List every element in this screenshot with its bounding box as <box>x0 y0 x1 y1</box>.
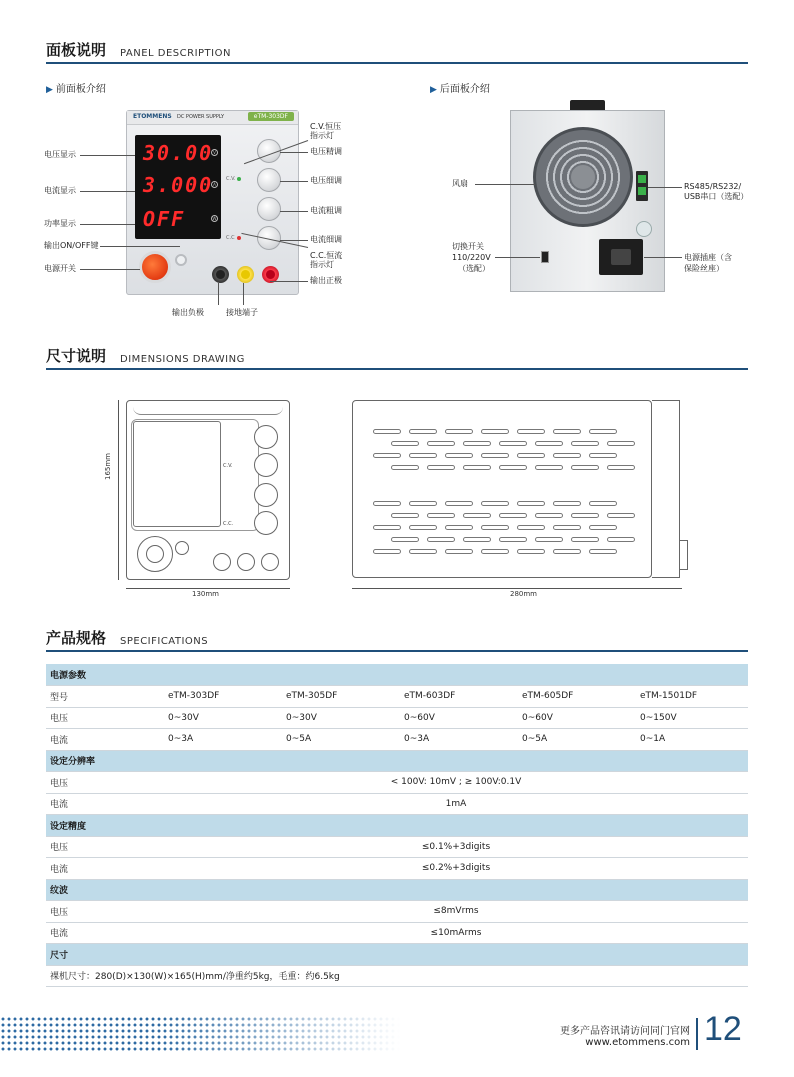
label-fan: 风扇 <box>452 179 468 188</box>
drawing-knob <box>254 425 278 449</box>
label-out-pos: 输出正极 <box>310 276 342 285</box>
vent-slot <box>553 525 581 530</box>
vent-slot <box>391 537 419 542</box>
spec-group-header <box>46 664 748 686</box>
front-panel-heading: ▶ 前面板介绍 <box>46 84 106 95</box>
drawing-output-button <box>175 541 189 555</box>
vent-slot <box>607 441 635 446</box>
drawing-terminal <box>237 553 255 571</box>
leader-line <box>80 155 135 156</box>
serial-port <box>636 171 648 201</box>
current-coarse-knob[interactable] <box>257 197 281 221</box>
footer-url[interactable]: www.etommens.com <box>585 1037 690 1048</box>
vent-slot <box>427 465 455 470</box>
vent-slot <box>373 501 401 506</box>
vent-slot <box>445 453 473 458</box>
spec-value: eTM-1501DF <box>636 686 748 708</box>
spec-label: 型号 <box>46 686 164 708</box>
spec-value: 0~1A <box>636 729 748 751</box>
drawing-terminal <box>261 553 279 571</box>
back-panel-image <box>510 110 665 292</box>
label-current-display: 电流显示 <box>44 186 76 195</box>
triangle-icon: ▶ <box>430 85 437 95</box>
leader-line <box>218 283 219 305</box>
label-cc-lamp-1: C.C.恒流 <box>310 251 343 260</box>
section-subtitle: SPECIFICATIONS <box>120 636 209 647</box>
vent-slot <box>391 465 419 470</box>
vent-slot <box>427 537 455 542</box>
label-cc-lamp-2: 指示灯 <box>310 260 334 269</box>
spec-value: eTM-303DF <box>164 686 282 708</box>
vent-slot <box>589 501 617 506</box>
drawing-knob <box>254 483 278 507</box>
spec-value: 1mA <box>164 793 748 815</box>
power-socket <box>599 239 643 275</box>
vent-slot <box>607 513 635 518</box>
drawing-top-edge <box>133 401 283 415</box>
voltage-coarse-knob[interactable] <box>257 168 281 192</box>
vent-slot <box>427 441 455 446</box>
spec-label: 电压 <box>46 901 164 923</box>
label-switch-3: （选配） <box>458 264 490 273</box>
vent-slot <box>481 549 509 554</box>
footer-text: 更多产品咨讯请访问同门官网 <box>560 1026 690 1037</box>
spec-value: ≤8mVrms <box>164 901 748 923</box>
spec-value: 0~60V <box>518 707 636 729</box>
vent-slot <box>553 549 581 554</box>
label-voltage-display: 电压显示 <box>44 150 76 159</box>
vent-slot <box>373 429 401 434</box>
vent-slot <box>499 465 527 470</box>
triangle-icon: ▶ <box>46 85 53 95</box>
vent-slot <box>463 441 491 446</box>
cc-led <box>237 236 241 240</box>
spec-value: 0~3A <box>400 729 518 751</box>
leader-line <box>280 152 308 153</box>
spec-value: eTM-605DF <box>518 686 636 708</box>
label-i-coarse: 电流粗调 <box>310 206 342 215</box>
negative-terminal <box>212 266 229 283</box>
leader-line <box>100 246 180 247</box>
vent-slot <box>607 537 635 542</box>
vent-slot <box>373 549 401 554</box>
leader-line <box>243 283 244 305</box>
leader-line <box>80 269 140 270</box>
vent-slot <box>481 501 509 506</box>
spec-group-header <box>46 879 748 901</box>
vent-slot <box>589 429 617 434</box>
section-subtitle: PANEL DESCRIPTION <box>120 48 231 59</box>
vent-slot <box>445 549 473 554</box>
table-row <box>46 772 748 794</box>
label-power-display: 功率显示 <box>44 219 76 228</box>
vent-slot <box>373 525 401 530</box>
drawing-panel-frame <box>131 419 259 531</box>
label-v-coarse: 电压细调 <box>310 176 342 185</box>
table-row <box>46 729 748 751</box>
label-rs485-2: USB串口（选配） <box>684 192 749 201</box>
vent-slot <box>517 525 545 530</box>
table-row <box>46 922 748 944</box>
spec-group-title: 设定分辨率 <box>46 750 748 772</box>
vent-slot <box>463 513 491 518</box>
section-title: 面板说明 <box>46 41 107 59</box>
cv-led <box>237 177 241 181</box>
vent-slot <box>463 465 491 470</box>
spec-label: 电流 <box>46 729 164 751</box>
table-row <box>46 965 748 987</box>
vent-slot <box>607 465 635 470</box>
spec-label: 裸机尺寸：280(D)×130(W)×165(H)mm/净重约5kg，毛重：约6.5kg <box>46 965 748 987</box>
spec-group-title: 电源参数 <box>46 664 748 686</box>
section-header-panel <box>46 42 748 64</box>
fan-icon <box>533 127 633 227</box>
vent-slot <box>445 429 473 434</box>
vent-slot <box>535 465 563 470</box>
spec-value: < 100V: 10mV ; ≥ 100V:0.1V <box>164 772 748 794</box>
spec-value: eTM-603DF <box>400 686 518 708</box>
spec-value: 0~5A <box>282 729 400 751</box>
vent-slot <box>445 501 473 506</box>
model-badge: eTM-303DF <box>248 112 294 121</box>
vent-slot <box>553 501 581 506</box>
drawing-power-switch <box>137 536 173 572</box>
section-title: 尺寸说明 <box>46 347 107 365</box>
vent-slot <box>481 453 509 458</box>
output-button[interactable] <box>175 254 187 266</box>
drawing-terminal <box>213 553 231 571</box>
vent-slot <box>409 501 437 506</box>
label-socket-2: 保险丝座） <box>684 264 724 273</box>
spec-value: ≤0.1%+3digits <box>164 836 748 858</box>
vent-slot <box>535 441 563 446</box>
leader-line <box>280 240 308 241</box>
height-dimension-line <box>118 400 119 580</box>
spec-value: 0~30V <box>282 707 400 729</box>
width-dimension-line <box>126 588 290 589</box>
vent-slot <box>535 513 563 518</box>
ground-terminal <box>237 266 254 283</box>
cv-marking: C.V. <box>226 176 236 182</box>
leader-line <box>280 211 308 212</box>
vent-slot <box>553 453 581 458</box>
vent-slot <box>499 513 527 518</box>
device-top-bar <box>127 111 298 125</box>
spec-label: 电流 <box>46 858 164 880</box>
table-row <box>46 836 748 858</box>
spec-value: 0~60V <box>400 707 518 729</box>
spec-group-title: 设定精度 <box>46 815 748 837</box>
label-switch-1: 切换开关 <box>452 242 484 251</box>
spec-label: 电压 <box>46 772 164 794</box>
vent-slot <box>445 525 473 530</box>
spec-table <box>46 664 748 987</box>
volt-unit-icon: V <box>211 149 218 156</box>
front-dimension-drawing <box>126 400 290 580</box>
label-power-switch: 电源开关 <box>44 264 76 273</box>
vent-slot <box>409 525 437 530</box>
spec-group-header <box>46 944 748 966</box>
spec-value: 0~3A <box>164 729 282 751</box>
device-type-label: DC POWER SUPPLY <box>177 114 225 120</box>
vent-slot <box>409 549 437 554</box>
section-header-specs <box>46 630 748 652</box>
section-subtitle: DIMENSIONS DRAWING <box>120 354 245 365</box>
leader-line <box>648 187 682 188</box>
spec-value: eTM-305DF <box>282 686 400 708</box>
spec-value: ≤0.2%+3digits <box>164 858 748 880</box>
vent-slot <box>409 453 437 458</box>
spec-group-title: 纹波 <box>46 879 748 901</box>
spec-label: 电流 <box>46 793 164 815</box>
vent-slot <box>571 465 599 470</box>
depth-dimension-line <box>352 588 682 589</box>
spec-label: 电流 <box>46 922 164 944</box>
vent-slot <box>409 429 437 434</box>
label-output-key: 输出ON/OFF键 <box>44 241 99 250</box>
side-drawing-front-edge <box>652 400 680 578</box>
label-cv-lamp-1: C.V.恒压 <box>310 122 342 131</box>
vent-slot <box>553 429 581 434</box>
spec-label: 电压 <box>46 707 164 729</box>
power-readout: OFF <box>143 207 186 231</box>
height-dimension-label: 165mm <box>104 453 112 480</box>
amp-unit-icon: A <box>211 181 218 188</box>
back-panel-heading: ▶ 后面板介绍 <box>430 84 490 95</box>
vent-slot <box>589 453 617 458</box>
spec-value: 0~5A <box>518 729 636 751</box>
label-ground: 接地端子 <box>226 308 258 317</box>
label-switch-2: 110/220V <box>452 253 491 262</box>
label-v-fine: 电压精调 <box>310 147 342 156</box>
leader-line <box>644 257 682 258</box>
label-cv-lamp-2: 指示灯 <box>310 131 334 140</box>
vent-slot <box>517 549 545 554</box>
page-number: 12 <box>704 1010 742 1048</box>
vent-slot <box>571 537 599 542</box>
spec-group-header <box>46 815 748 837</box>
label-rs485-1: RS485/RS232/ <box>684 182 742 191</box>
vent-slot <box>535 537 563 542</box>
vent-slot <box>571 441 599 446</box>
led-display <box>135 135 221 239</box>
footer-divider <box>696 1018 698 1050</box>
voltage-readout: 30.00 <box>143 141 214 165</box>
vent-slot <box>373 453 401 458</box>
label-socket-1: 电源插座（含 <box>684 253 732 262</box>
voltage-select-switch[interactable] <box>541 251 549 263</box>
vent-slot <box>571 513 599 518</box>
spec-value: ≤10mArms <box>164 922 748 944</box>
width-dimension-label: 130mm <box>192 590 219 598</box>
spec-value: 0~150V <box>636 707 748 729</box>
leader-line <box>270 281 308 282</box>
fuse-holder <box>636 221 652 237</box>
watt-unit-icon: W <box>212 216 217 221</box>
vent-slot <box>589 525 617 530</box>
vent-slot <box>517 501 545 506</box>
drawing-knob <box>254 453 278 477</box>
label-out-neg: 输出负极 <box>172 308 204 317</box>
label-i-fine: 电流细调 <box>310 235 342 244</box>
drawing-cc-label: C.C. <box>223 521 234 527</box>
vent-slot <box>391 513 419 518</box>
leader-line <box>475 184 535 185</box>
vent-slot <box>391 441 419 446</box>
drawing-cv-label: C.V. <box>223 463 233 469</box>
cc-marking: C.C <box>226 235 235 241</box>
depth-dimension-label: 280mm <box>510 590 537 598</box>
leader-line <box>80 224 135 225</box>
table-row <box>46 793 748 815</box>
front-panel-image <box>126 110 299 295</box>
spec-value: 0~30V <box>164 707 282 729</box>
current-readout: 3.000 <box>143 173 214 197</box>
section-title: 产品规格 <box>46 629 107 647</box>
table-row <box>46 707 748 729</box>
table-row <box>46 858 748 880</box>
vent-slot <box>427 513 455 518</box>
spec-label: 电压 <box>46 836 164 858</box>
vent-slot <box>589 549 617 554</box>
vent-slot <box>517 429 545 434</box>
vent-slot <box>481 429 509 434</box>
side-drawing-knob-profile <box>680 540 688 570</box>
vent-slot <box>481 525 509 530</box>
vent-slot <box>499 537 527 542</box>
vent-slot <box>463 537 491 542</box>
drawing-knob <box>254 511 278 535</box>
spec-group-title: 尺寸 <box>46 944 748 966</box>
brand-logo: ETOMMENS <box>133 113 172 120</box>
decorative-dot-pattern <box>0 1016 400 1052</box>
leader-line <box>80 191 135 192</box>
vent-slot <box>517 453 545 458</box>
table-row <box>46 901 748 923</box>
table-row <box>46 686 748 708</box>
section-header-dimensions <box>46 348 748 370</box>
side-dimension-drawing <box>352 400 652 578</box>
power-switch[interactable] <box>139 251 171 283</box>
leader-line <box>280 181 308 182</box>
vent-slot <box>499 441 527 446</box>
leader-line <box>495 257 540 258</box>
spec-group-header <box>46 750 748 772</box>
